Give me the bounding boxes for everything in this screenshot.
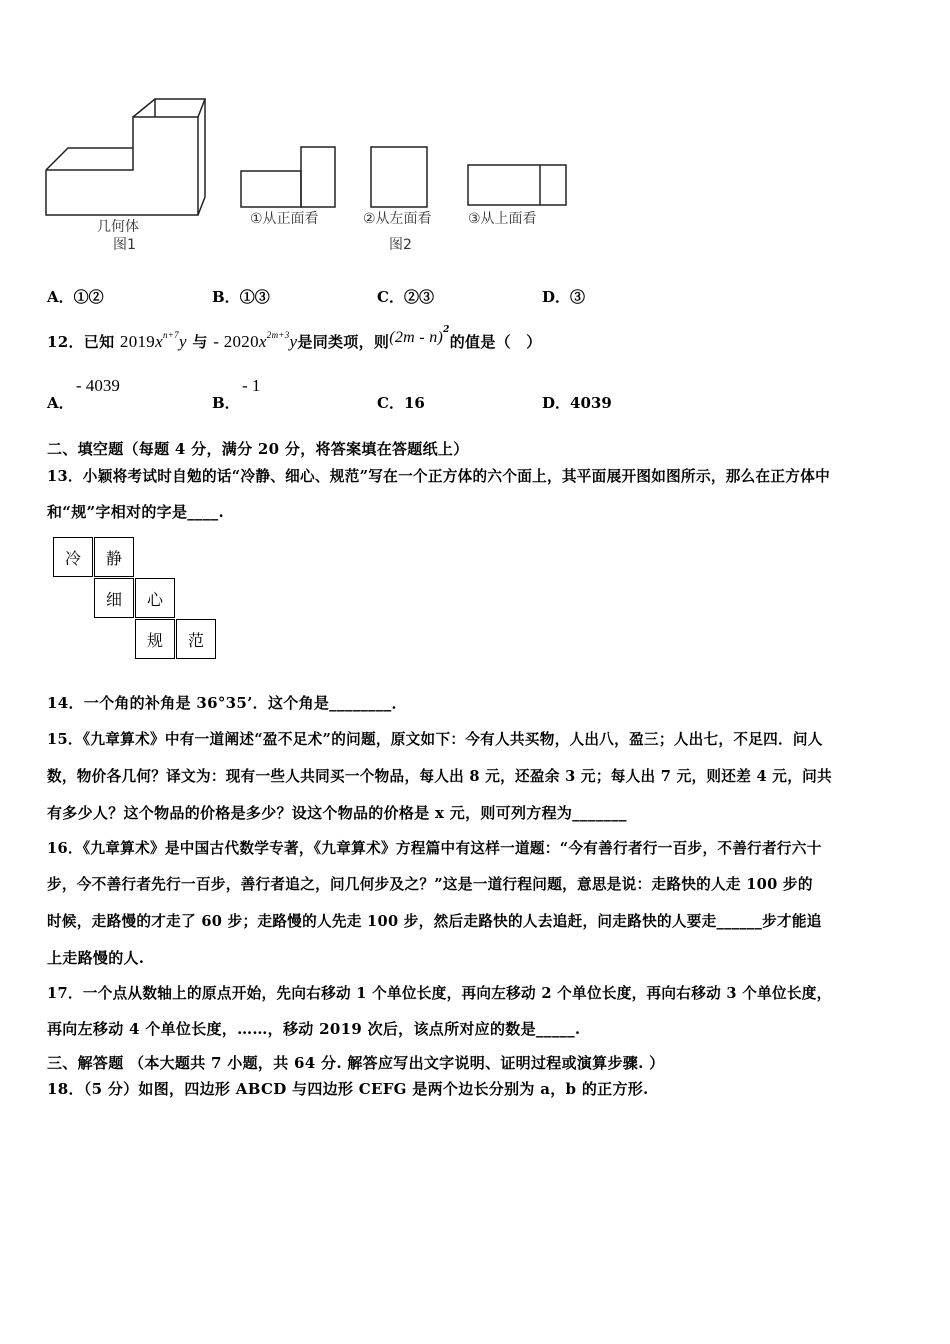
q15-line-2: 数，物价各几何？译文为：现有一些人共同买一个物品，每人出 8 元，还盈余 3 元；每人出 7 元，则还差 4 元，问共 <box>47 768 832 785</box>
section-2-heading: 二、填空题（每题 4 分，满分 20 分，将答案填在答题纸上） <box>47 440 469 458</box>
q16-line-1: 16．《九章算术》是中国古代数学专著，《九章算术》方程篇中有这样一道题：“今有善行者行一百步，不善行者行六十 <box>47 840 822 857</box>
q12-option-b-value: - 1 <box>242 376 261 395</box>
q11-option-b: B．①③ <box>212 288 270 306</box>
q11-option-a: A．①② <box>47 288 104 306</box>
q11-option-c: C．②③ <box>377 288 434 306</box>
q16-line-2: 步，今不善行者先行一百步，善行者追之，问几何步及之？”这是一道行程问题，意思是说：走路快的人走 100 步的 <box>47 876 813 893</box>
fig2-caption: 图2 <box>389 237 412 253</box>
q12-option-a: A． <box>47 394 74 412</box>
q12-option-a-value: - 4039 <box>76 376 120 395</box>
q12-question: 12．已知 $2019x^{n+7}y$ 与 - $2020x^{2m+3}y$是同类项，则(2m - n)$^2$的值是（ ） <box>47 325 542 351</box>
q13-line-1: 13．小颖将考试时自勉的话“冷静、细心、规范”写在一个正方体的六个面上，其平面展开图如图所示，那么在正方体中 <box>47 468 830 485</box>
q12-option-d: D．4039 <box>542 394 612 412</box>
net-cell-gui: 规 <box>135 619 175 659</box>
q11-option-d: D．③ <box>542 288 586 306</box>
q16-line-3: 时候，走路慢的才走了 60 步；走路慢的人先走 100 步，然后走路快的人去追赶，问走路快的人要走______步才能追 <box>47 913 822 930</box>
q14: 14．一个角的补角是 36°35’．这个角是________． <box>47 694 407 712</box>
q15-line-1: 15．《九章算术》中有一道阐述“盈不足术”的问题，原文如下：今有人共买物，人出八，盈三；人出七，不足四．问人 <box>47 731 823 748</box>
fig1-caption: 图1 <box>113 237 136 253</box>
q16-line-4: 上走路慢的人. <box>47 949 145 967</box>
q12-option-b: B． <box>212 394 240 412</box>
q15-line-3: 有多少人？这个物品的价格是多少？设这个物品的价格是 x 元，则可列方程为_______ <box>47 804 627 822</box>
q18: 18．（5 分）如图，四边形 ABCD 与四边形 CEFG 是两个边长分别为 a，b 的正方形. <box>47 1080 649 1098</box>
net-cell-fan: 范 <box>176 619 216 659</box>
section-3-heading: 三、解答题 （本大题共 7 小题，共 64 分. 解答应写出文字说明、证明过程或演算步骤. ） <box>47 1054 665 1072</box>
q17-line-1: 17．一个点从数轴上的原点开始，先向右移动 1 个单位长度，再向左移动 2 个单位长度，再向右移动 3 个单位长度， <box>47 985 832 1002</box>
net-cell-leng: 冷 <box>53 537 93 577</box>
view-front <box>238 144 338 210</box>
q13-line-2: 和“规”字相对的字是____. <box>47 503 224 521</box>
view-left <box>368 144 430 210</box>
net-cell-xin: 心 <box>135 578 175 618</box>
net-cell-xi: 细 <box>94 578 134 618</box>
view-top <box>465 162 569 208</box>
q12-option-c: C．16 <box>377 394 425 412</box>
view2-caption: ②从左面看 <box>363 211 432 227</box>
fig1-name: 几何体 <box>97 219 139 235</box>
view1-caption: ①从正面看 <box>250 211 319 227</box>
view3-caption: ③从上面看 <box>468 211 537 227</box>
q17-line-2: 再向左移动 4 个单位长度，……，移动 2019 次后，该点所对应的数是_____. <box>47 1020 581 1038</box>
net-cell-jing: 静 <box>94 537 134 577</box>
